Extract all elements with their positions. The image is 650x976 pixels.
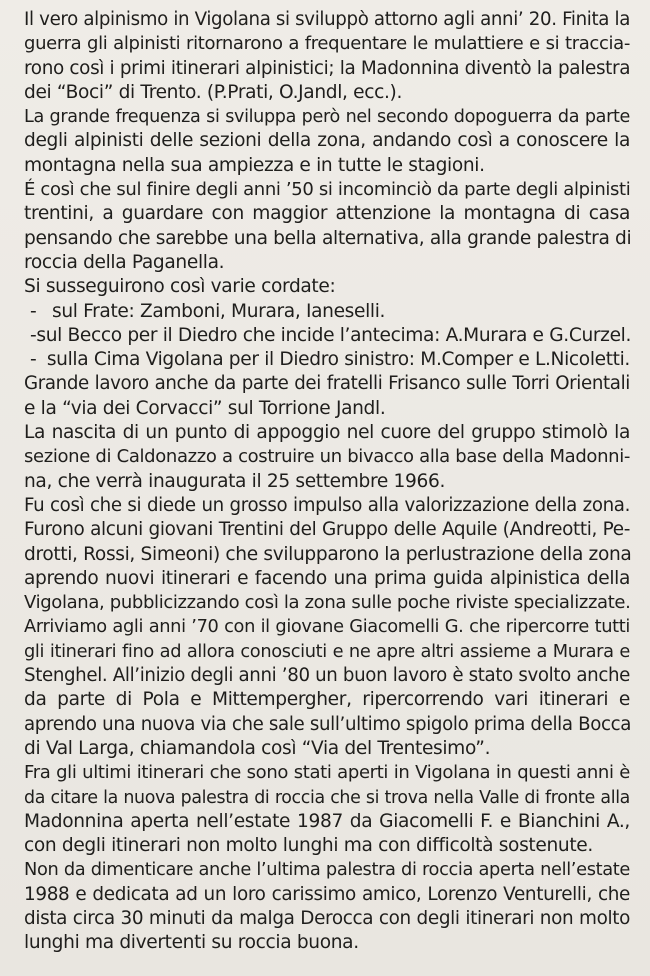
text-line: La nascita di un punto di appoggio nel cuore del gruppo stimolò la bbox=[24, 422, 630, 444]
text-line: trentini, a guardare con maggior attenzione la montagna di casa bbox=[24, 203, 630, 225]
text-line: Furono alcuni giovani Trentini del Gruppo delle Aquile (Andreotti, Pe- bbox=[24, 519, 630, 541]
text-line: di Val Larga, chiamandola così “Via del Trentesimo”. bbox=[24, 737, 491, 759]
text-line: gli itinerari fino ad allora conosciuti e ne apre altri assieme a Murara e bbox=[24, 640, 630, 662]
text-line: É così che sul finire degli anni ’50 si incominciò da parte degli alpinisti bbox=[24, 179, 631, 201]
text-line: con degli itinerari non molto lunghi ma con difficoltà sostenute. bbox=[24, 835, 593, 857]
text-line: drotti, Rossi, Simeoni) che svilupparono la perlustrazione della zona bbox=[24, 543, 632, 565]
list-dash: - bbox=[30, 324, 37, 346]
text-line: Non da dimenticare anche l’ultima palestra di roccia aperta nell’estate bbox=[24, 859, 630, 881]
text-line: lunghi ma divertenti su roccia buona. bbox=[24, 932, 359, 954]
text-line: aprendo una nuova via che sale sull’ultimo spigolo prima della Bocca bbox=[24, 713, 632, 735]
list-item bbox=[24, 324, 630, 348]
list-item bbox=[24, 300, 630, 324]
text-line: pensando che sarebbe una bella alternativa, alla grande palestra di bbox=[24, 227, 632, 249]
list-dash: - bbox=[30, 300, 37, 322]
text-line: degli alpinisti delle sezioni della zona, andando così a conoscere la bbox=[24, 130, 630, 152]
text-line: Stenghel. All’inizio degli anni ’80 un buon lavoro è stato svolto anche bbox=[24, 665, 630, 687]
text-line: dista circa 30 minuti da malga Derocca con degli itinerari non molto bbox=[24, 907, 630, 929]
list-item-text: sulla Cima Vigolana per il Diedro sinistro: M.Comper e L.Nicoletti. bbox=[46, 349, 630, 371]
text-line: dei “Boci” di Trento. (P.Prati, O.Jandl, ecc.). bbox=[24, 81, 403, 103]
list-item-text: sul Frate: Zamboni, Murara, Ianeselli. bbox=[52, 300, 386, 322]
list-item bbox=[24, 348, 630, 372]
text-line: La grande frequenza si sviluppa però nel secondo dopoguerra da parte bbox=[24, 107, 630, 128]
text-line: Grande lavoro anche da parte dei fratelli Frisanco sulle Torri Orientali bbox=[24, 373, 630, 395]
text-line: sezione di Caldonazzo a costruire un bivacco alla base della Madonni- bbox=[24, 446, 630, 468]
text-line: aprendo nuovi itinerari e facendo una prima guida alpinistica della bbox=[24, 567, 630, 589]
text-line: Il vero alpinismo in Vigolana si sviluppò attorno agli anni’ 20. Finita la bbox=[24, 9, 630, 30]
text-line: guerra gli alpinisti ritornarono a frequentare le mulattiere e si traccia- bbox=[24, 33, 630, 55]
text-line: da parte di Pola e Mittempergher, ripercorrendo vari itinerari e bbox=[24, 689, 630, 711]
list-dash: - bbox=[30, 349, 37, 371]
text-line: Madonnina aperta nell’estate 1987 da Giacomelli F. e Bianchini A., bbox=[24, 810, 630, 832]
text-line: na, che verrà inaugurata il 25 settembre 1966. bbox=[24, 470, 446, 492]
text-line: 1988 e dedicata ad un loro carissimo amico, Lorenzo Venturelli, che bbox=[24, 883, 630, 905]
list-item-text: sul Becco per il Diedro che incide l’antecima: A.Murara e G.Curzel. bbox=[36, 324, 632, 346]
text-line: Si susseguirono così varie cordate: bbox=[24, 276, 336, 298]
text-line: Fra gli ultimi itinerari che sono stati aperti in Vigolana in questi anni è bbox=[24, 762, 630, 784]
text-line: Fu così che si diede un grosso impulso alla valorizzazione della zona. bbox=[24, 494, 630, 516]
body-text bbox=[24, 8, 630, 956]
text-line: Arriviamo agli anni ’70 con il giovane Giacomelli G. che ripercorre tutti bbox=[24, 616, 630, 638]
text-line: rono così i primi itinerari alpinistici; la Madonnina diventò la palestra bbox=[24, 57, 631, 79]
text-line: Vigolana, pubblicizzando così la zona sulle poche riviste specializzate. bbox=[24, 592, 631, 614]
text-line: da citare la nuova palestra di roccia che si trova nella Valle di fronte alla bbox=[24, 787, 630, 808]
text-line: e la “via dei Corvacci” sul Torrione Jandl. bbox=[24, 397, 386, 419]
text-line: roccia della Paganella. bbox=[24, 251, 225, 273]
text-line: montagna nella sua ampiezza e in tutte le stagioni. bbox=[24, 154, 485, 176]
